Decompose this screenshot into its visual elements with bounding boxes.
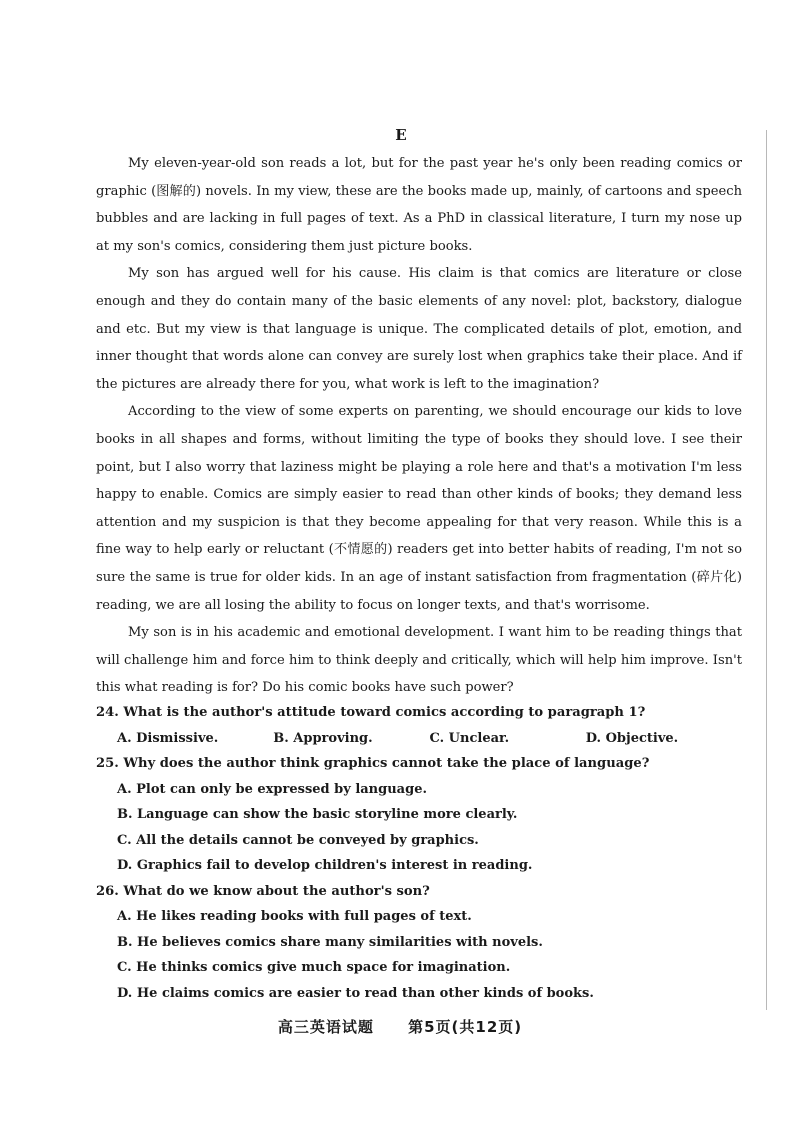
option-b[interactable]: B. He believes comics share many similarities with novels. xyxy=(117,934,543,950)
footer-page-number: 第5页(共12页) xyxy=(408,1018,523,1036)
section-letter: E xyxy=(395,126,407,144)
option-a[interactable]: A. He likes reading books with full pages of text. xyxy=(117,909,472,924)
passage-paragraph-4: My son is in his academic and emotional development. I want him to be reading things that will challenge him and force him to think deeply and critically, which will help him improve. Isn't this what reading is for? Do his comic books have such power? xyxy=(96,625,742,696)
passage-paragraph-1: My eleven-year-old son reads a lot, but for the past year he's only been reading comics or graphic (图解的) novels. In my view, these are the books made up, mainly, of cartoons and speech bubbles and are lacking in full pages of text. As a PhD in classical literature, I turn my nose up at my son's comics, considering them just picture books. xyxy=(96,156,742,254)
option-d[interactable]: D. Objective. xyxy=(585,730,679,746)
question-26 xyxy=(96,879,742,1007)
passage-paragraph-2: My son has argued well for his cause. His claim is that comics are literature or close enough and they do contain many of the basic elements of any novel: plot, backstory, dialogue and etc. But my view is that language is unique. The complicated details of plot, emotion, and inner thought that words alone can convey are surely lost when graphics take their place. And if the pictures are already there for you, what work is left to the imagination? xyxy=(96,266,742,392)
page-edge-line xyxy=(766,130,767,1010)
question-24 xyxy=(96,700,742,751)
option-c[interactable]: C. He thinks comics give much space for imagination. xyxy=(117,960,511,975)
options-row xyxy=(117,726,742,752)
option-a[interactable]: A. Plot can only be expressed by language. xyxy=(117,781,427,797)
passage-paragraph-3: According to the view of some experts on parenting, we should encourage our kids to love books in all shapes and forms, without limiting the type of books they should love. I see their point, but I also worry that laziness might be playing a role here and that's a motivation I'm less happy to enable. Comics are simply easier to read than other kinds of books; they demand less attention and my suspicion is that they become appealing for that very reason. While this is a fine way to help early or reluctant (不情愿的) readers get into better habits of reading, I'm not so sure the same is true for older kids. In an age of instant satisfaction from fragmentation (碎片化) reading, we are all losing the ability to focus on longer texts, and that's worrisome. xyxy=(96,404,742,613)
option-b[interactable]: B. Language can show the basic storyline more clearly. xyxy=(117,807,518,822)
footer-subject: 高三英语试题 xyxy=(277,1018,374,1036)
question-stem: 26. What do we know about the author's son? xyxy=(96,883,430,899)
question-stem: 25. Why does the author think graphics cannot take the place of language? xyxy=(96,756,650,771)
reading-passage xyxy=(96,150,742,702)
option-a[interactable]: A. Dismissive. xyxy=(117,730,219,746)
question-list xyxy=(96,700,742,1006)
option-c[interactable]: C. All the details cannot be conveyed by graphics. xyxy=(117,832,479,848)
option-d[interactable]: D. Graphics fail to develop children's interest in reading. xyxy=(117,858,533,873)
question-25 xyxy=(96,751,742,879)
page-footer xyxy=(0,1016,800,1037)
question-stem: 24. What is the author's attitude toward comics according to paragraph 1? xyxy=(96,705,646,720)
option-c[interactable]: C. Unclear. xyxy=(429,730,510,746)
option-b[interactable]: B. Approving. xyxy=(273,730,373,746)
option-d[interactable]: D. He claims comics are easier to read than other kinds of books. xyxy=(117,985,594,1001)
